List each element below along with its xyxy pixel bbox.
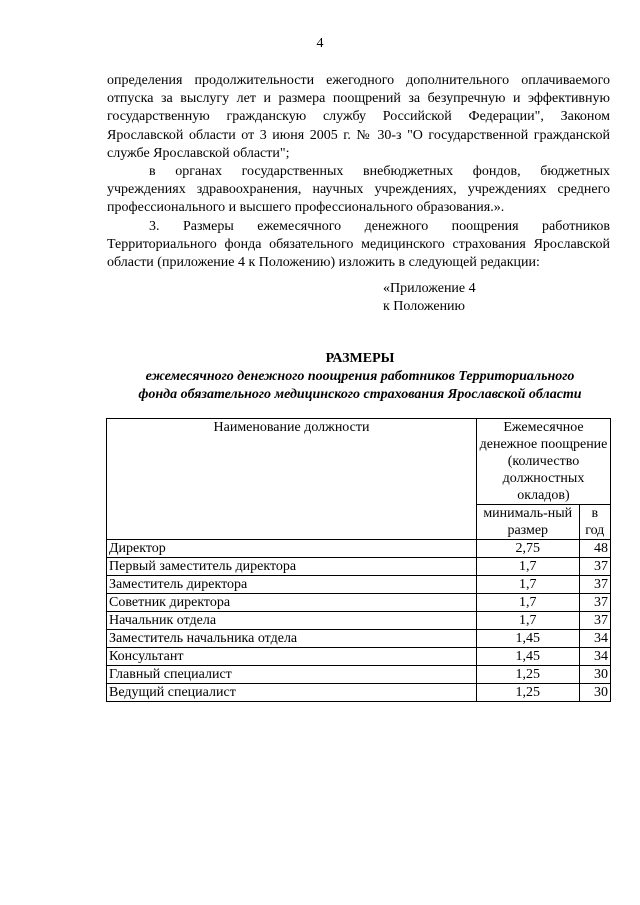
position-cell: Главный специалист: [107, 666, 477, 684]
min-cell: 1,25: [477, 684, 580, 702]
table-row: [107, 666, 611, 684]
min-cell: 2,75: [477, 540, 580, 558]
min-cell: 1,7: [477, 558, 580, 576]
year-cell: 34: [579, 648, 611, 666]
table-row: [107, 576, 611, 594]
table-row: [107, 648, 611, 666]
year-cell: 34: [579, 630, 611, 648]
min-cell: 1,7: [477, 576, 580, 594]
paragraph-item-3: 3. Размеры ежемесячного денежного поощрения работников Территориального фонда обязательного медицинского страхования Ярославской области (приложение 4 к Положению) изложить в следующей редакции:: [107, 218, 610, 271]
header-min-size: минималь-ный размер: [477, 505, 580, 540]
heading-subtitle-1: ежемесячного денежного поощрения работников Территориального: [145, 369, 575, 385]
table-row: [107, 594, 611, 612]
min-cell: 1,45: [477, 648, 580, 666]
table-row: [107, 684, 611, 702]
year-cell: 30: [579, 684, 611, 702]
year-cell: 37: [579, 594, 611, 612]
table-row: [107, 540, 611, 558]
header-monthly-bonus: Ежемесячное денежное поощрение (количество должностных окладов): [477, 419, 611, 505]
table-row: [107, 630, 611, 648]
heading-title: РАЗМЕРЫ: [325, 351, 395, 366]
appendix-reference: [383, 280, 476, 316]
table-row: [107, 558, 611, 576]
year-cell: 48: [579, 540, 611, 558]
position-cell: Директор: [107, 540, 477, 558]
table-row: [107, 612, 611, 630]
appendix-line-1: «Приложение 4: [383, 281, 476, 296]
position-cell: Советник директора: [107, 594, 477, 612]
min-cell: 1,45: [477, 630, 580, 648]
paragraph-institutions: в органах государственных внебюджетных фондов, бюджетных учреждениях здравоохранения, научных учреждениях, учреждениях среднего профессионального и высшего профессионального образования.».: [107, 164, 610, 216]
position-cell: Начальник отдела: [107, 612, 477, 630]
position-cell: Первый заместитель директора: [107, 558, 477, 576]
min-cell: 1,25: [477, 666, 580, 684]
page-number: 4: [316, 36, 324, 51]
paragraph-continuation: определения продолжительности ежегодного дополнительного оплачиваемого отпуска за выслугу лет и размера поощрений за безупречную и эффективную государственную гражданскую службу Российской Федерации", Законом Ярославской области от 3 июня 2005 г. № 30-з "О государственной гражданской службе Ярославской области";: [107, 73, 610, 161]
min-cell: 1,7: [477, 594, 580, 612]
year-cell: 37: [579, 612, 611, 630]
header-position-name: Наименование должности: [107, 419, 477, 540]
position-cell: Консультант: [107, 648, 477, 666]
bonus-table: [106, 418, 611, 702]
year-cell: 30: [579, 666, 611, 684]
table-heading: [70, 350, 640, 405]
body-text: [107, 72, 610, 272]
year-cell: 37: [579, 576, 611, 594]
position-cell: Заместитель директора: [107, 576, 477, 594]
position-cell: Заместитель начальника отдела: [107, 630, 477, 648]
min-cell: 1,7: [477, 612, 580, 630]
year-cell: 37: [579, 558, 611, 576]
heading-subtitle-2: фонда обязательного медицинского страхования Ярославской области: [138, 387, 582, 403]
header-per-year: в год: [579, 505, 611, 540]
appendix-line-2: к Положению: [383, 299, 466, 315]
position-cell: Ведущий специалист: [107, 684, 477, 702]
